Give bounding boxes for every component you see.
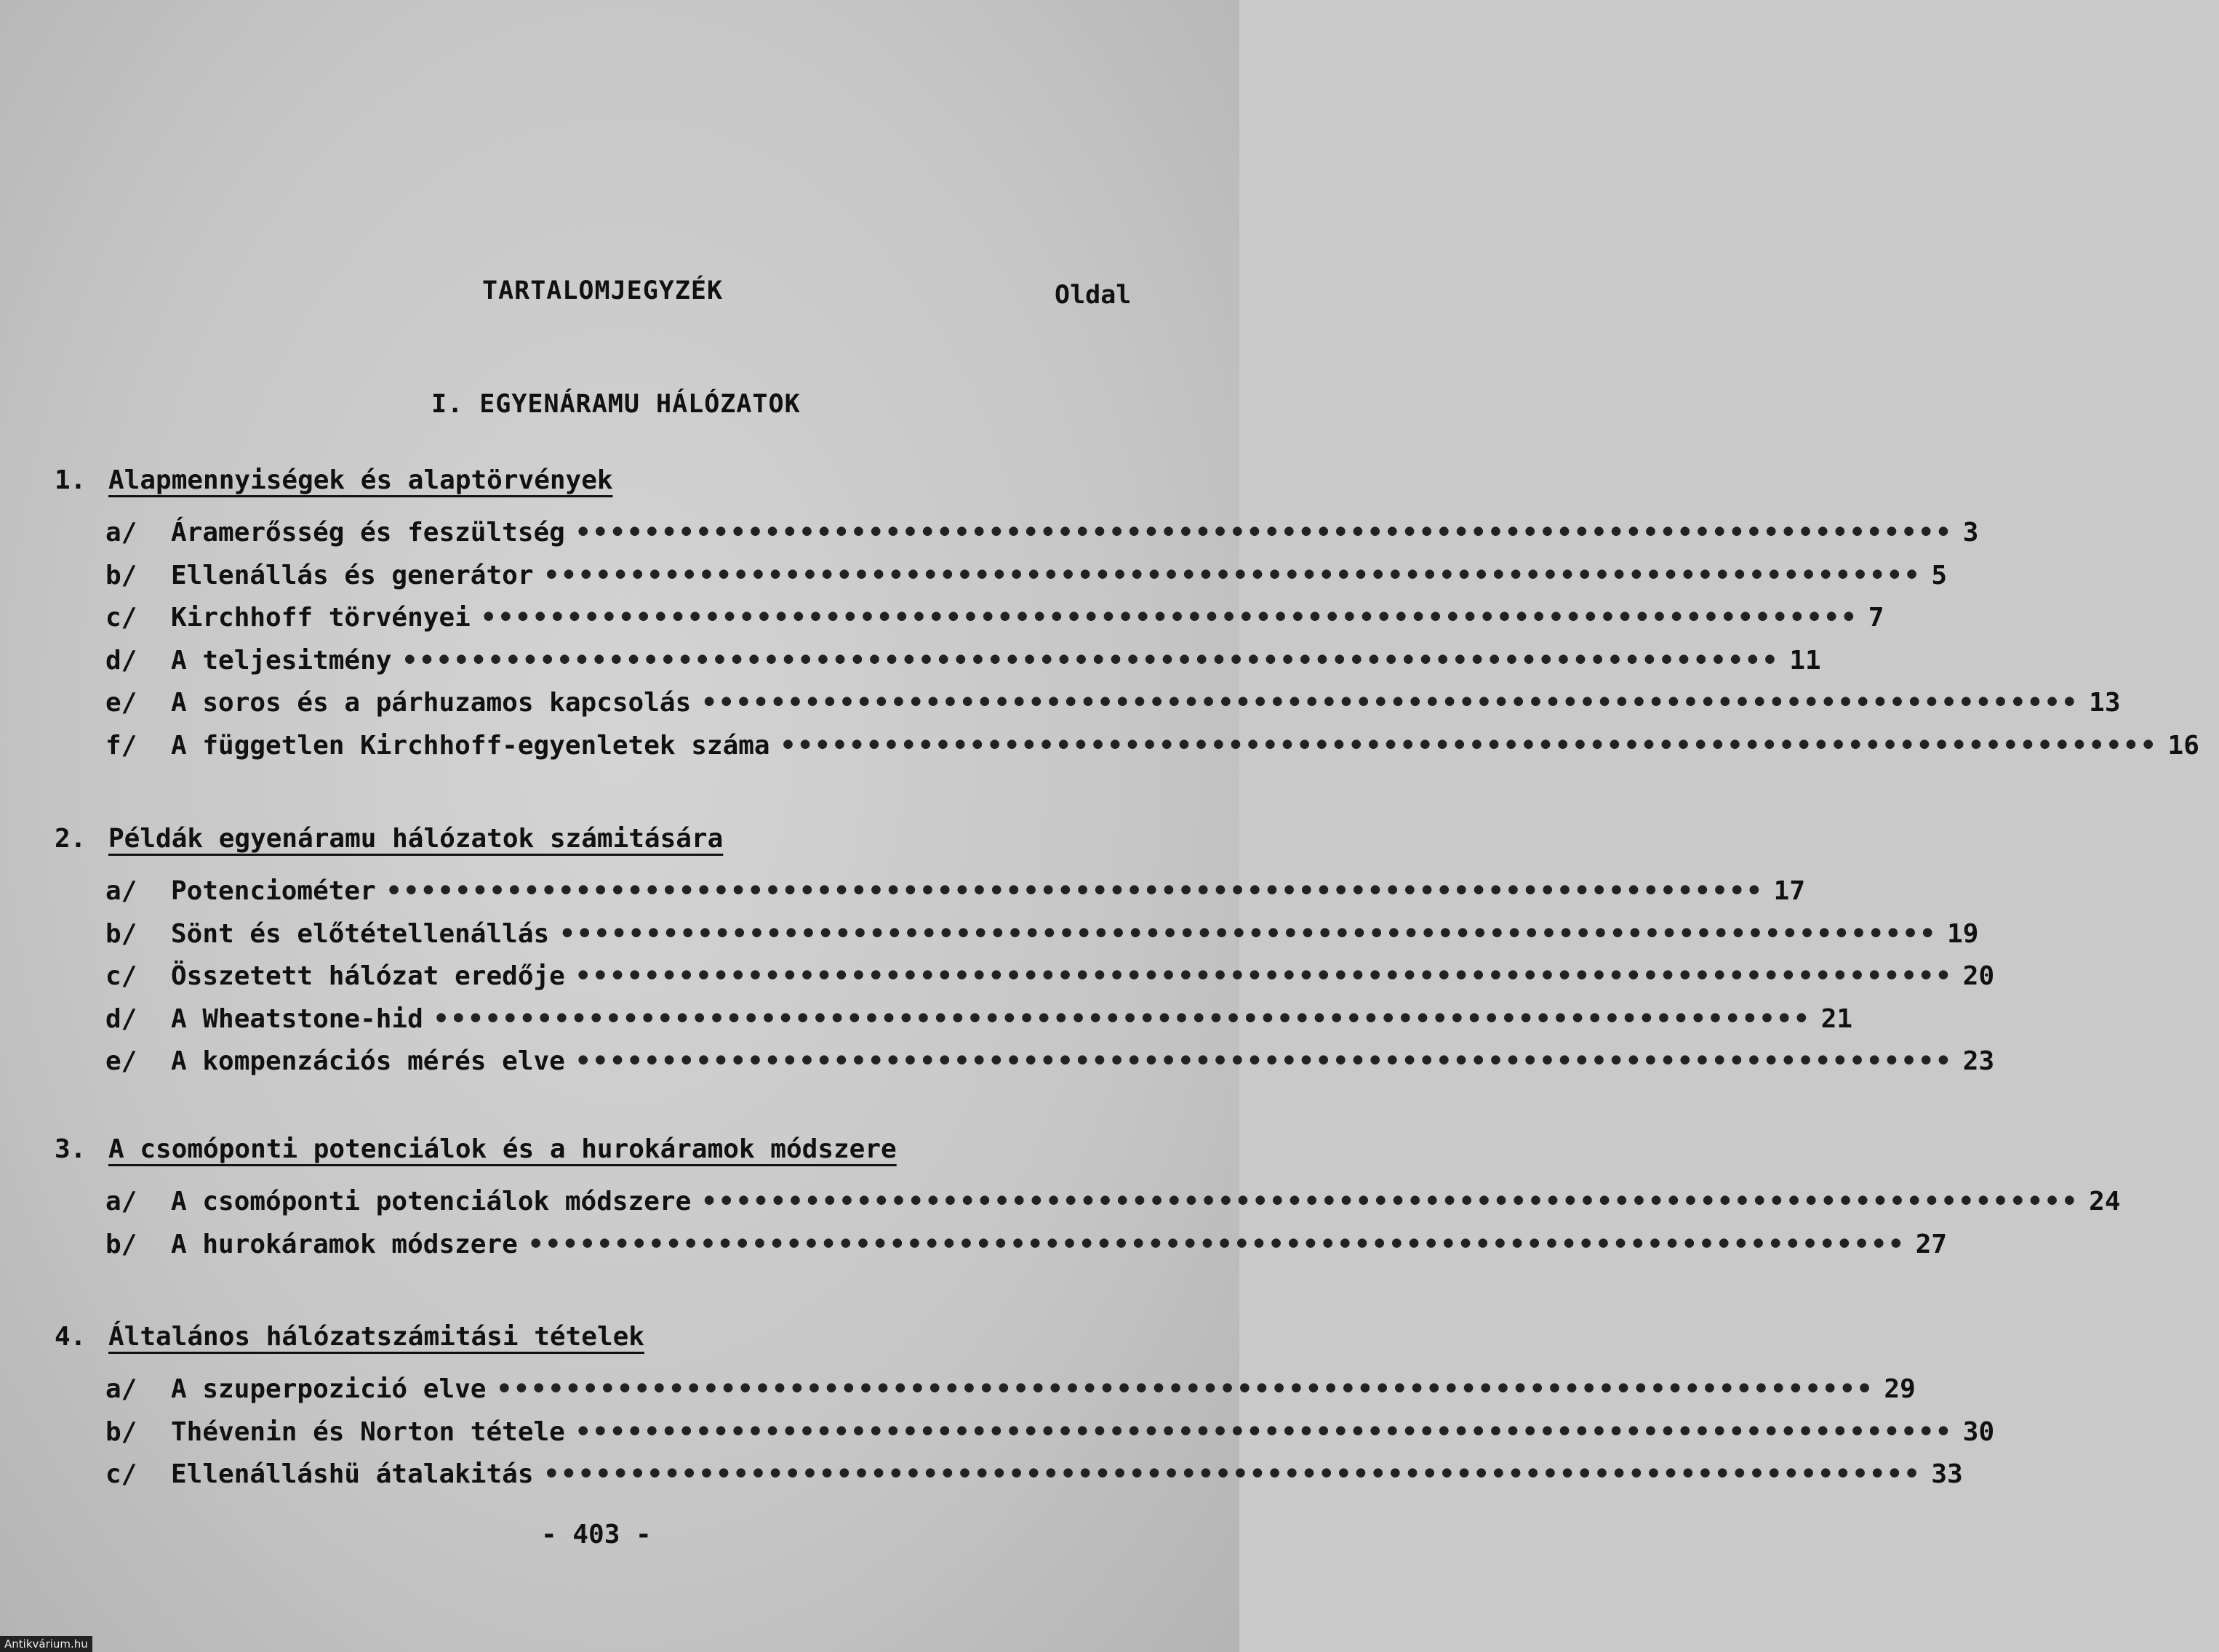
entry-letter: b/ — [105, 918, 137, 949]
section-title: Általános hálózatszámitási tételek — [108, 1322, 644, 1352]
entry-page: 24 — [2089, 1187, 2121, 1216]
entry-letter: a/ — [105, 1187, 137, 1216]
toc-entry — [55, 560, 1948, 604]
entry-letter: e/ — [105, 1046, 137, 1077]
dot-leader: •••••••••••••••••••••••••••••••••••••••••••••••••••••••••••••••••••••••••••••••• — [401, 645, 1780, 675]
watermark-label: Antikvárium.hu — [0, 1636, 92, 1652]
entry-letter: c/ — [105, 603, 137, 633]
dot-leader: •••••••••••••••••••••••••••••••••••••••••••••••••••••••••••••••••••••••••••••••• — [575, 1046, 1953, 1077]
dot-leader: •••••••••••••••••••••••••••••••••••••••••••••••••••••••••••••••••••••••••••••••• — [780, 730, 2158, 761]
entry-title: Ellenálláshü átalakitás — [171, 1459, 534, 1490]
entry-page: 17 — [1773, 876, 1806, 906]
entry-page: 20 — [1962, 961, 1995, 992]
toc-entry — [55, 1374, 1916, 1417]
section-title: Példák egyenáramu hálózatok számitására — [108, 824, 724, 854]
entry-title: Ellenállás és generátor — [171, 560, 534, 590]
toc-title: TARTALOMJEGYZÉK — [482, 276, 724, 305]
entry-page: 30 — [1962, 1416, 1995, 1447]
part-title: I. EGYENÁRAMU HÁLÓZATOK — [431, 390, 801, 419]
entry-title: A soros és a párhuzamos kapcsolás — [171, 688, 692, 718]
entry-letter: a/ — [105, 518, 137, 548]
entry-title: A hurokáramok módszere — [171, 1229, 518, 1259]
entry-letter: e/ — [105, 688, 137, 718]
entry-title: Áramerősség és feszültség — [171, 518, 565, 548]
section-entries — [55, 1374, 1995, 1502]
dot-leader: •••••••••••••••••••••••••••••••••••••••••••••••••••••••••••••••••••••••••••••••• — [575, 961, 1953, 992]
dot-leader: •••••••••••••••••••••••••••••••••••••••••••••••••••••••••••••••••••••••••••••••• — [543, 1459, 1922, 1490]
entry-page: 3 — [1962, 518, 1979, 548]
section-title: A csomóponti potenciálok és a hurokáramok módszere — [108, 1134, 897, 1164]
toc-entry — [55, 1003, 1853, 1047]
entry-title: A Wheatstone-hid — [171, 1003, 423, 1034]
section-number: 4. — [55, 1322, 87, 1352]
entry-page: 13 — [2089, 688, 2121, 718]
section-entries — [55, 1187, 2121, 1272]
toc-entry — [55, 1046, 1995, 1089]
entry-letter: d/ — [105, 1003, 137, 1034]
entry-title: A kompenzációs mérés elve — [171, 1046, 565, 1077]
toc-entry — [55, 518, 1979, 561]
entry-title: A csomóponti potenciálok módszere — [171, 1187, 692, 1216]
toc-entry — [55, 961, 1995, 1004]
entry-page: 23 — [1962, 1046, 1995, 1077]
dot-leader: •••••••••••••••••••••••••••••••••••••••••••••••••••••••••••••••••••••••••••••••• — [701, 1187, 2079, 1216]
entry-page: 29 — [1884, 1374, 1916, 1404]
toc-entry — [55, 1187, 2121, 1230]
section-entries — [55, 518, 2199, 774]
entry-letter: c/ — [105, 961, 137, 992]
dot-leader: •••••••••••••••••••••••••••••••••••••••••••••••••••••••••••••••••••••••••••••••• — [559, 918, 1938, 949]
entry-page: 7 — [1868, 603, 1884, 633]
entry-letter: a/ — [105, 1374, 137, 1404]
entry-letter: c/ — [105, 1459, 137, 1490]
entry-letter: a/ — [105, 876, 137, 906]
entry-page: 27 — [1915, 1229, 1948, 1259]
page-column-label: Oldal — [1055, 281, 1132, 310]
section-number: 2. — [55, 824, 87, 854]
entry-letter: b/ — [105, 560, 137, 590]
dot-leader: •••••••••••••••••••••••••••••••••••••••••••••••••••••••••••••••••••••••••••••••• — [496, 1374, 1874, 1404]
toc-entry — [55, 1459, 1963, 1502]
entry-page: 5 — [1931, 560, 1948, 590]
entry-title: Potenciométer — [171, 876, 376, 906]
dot-leader: •••••••••••••••••••••••••••••••••••••••••••••••••••••••••••••••••••••••••••••••• — [543, 560, 1922, 590]
toc-entry — [55, 918, 1979, 962]
entry-page: 11 — [1789, 645, 1821, 675]
section-heading — [55, 1134, 1116, 1178]
entry-letter: b/ — [105, 1416, 137, 1447]
dot-leader: •••••••••••••••••••••••••••••••••••••••••••••••••••••••••••••••••••••••••••••••• — [433, 1003, 1811, 1034]
dot-leader: •••••••••••••••••••••••••••••••••••••••••••••••••••••••••••••••••••••••••••••••• — [575, 1416, 1953, 1447]
entry-title: Összetett hálózat eredője — [171, 961, 565, 992]
dot-leader: •••••••••••••••••••••••••••••••••••••••••••••••••••••••••••••••••••••••••••••••• — [385, 876, 1764, 906]
section-heading — [55, 465, 1116, 509]
section-title: Alapmennyiségek és alaptörvények — [108, 465, 613, 495]
entry-page: 19 — [1947, 918, 1979, 949]
section-4 — [55, 1322, 1995, 1502]
entry-page: 21 — [1820, 1003, 1853, 1034]
section-number: 3. — [55, 1134, 87, 1164]
toc-entry — [55, 876, 1806, 919]
section-1 — [55, 465, 2199, 774]
toc-entry — [55, 1229, 1948, 1272]
entry-title: Kirchhoff törvényei — [171, 603, 471, 633]
dot-leader: •••••••••••••••••••••••••••••••••••••••••••••••••••••••••••••••••••••••••••••••• — [480, 603, 1858, 633]
section-heading — [55, 824, 1116, 867]
toc-entry — [55, 603, 1884, 646]
toc-entry — [55, 688, 2121, 731]
toc-entry — [55, 645, 1821, 689]
entry-letter: b/ — [105, 1229, 137, 1259]
entry-title: Sönt és előtétellenállás — [171, 918, 550, 949]
dot-leader: •••••••••••••••••••••••••••••••••••••••••••••••••••••••••••••••••••••••••••••••• — [701, 688, 2079, 718]
section-entries — [55, 876, 1995, 1089]
entry-title: Thévenin és Norton tétele — [171, 1416, 565, 1447]
section-heading — [55, 1322, 1116, 1366]
entry-letter: f/ — [105, 730, 137, 761]
entry-letter: d/ — [105, 645, 137, 675]
section-3 — [55, 1134, 2121, 1272]
dot-leader: •••••••••••••••••••••••••••••••••••••••••••••••••••••••••••••••••••••••••••••••• — [575, 518, 1953, 548]
toc-entry — [55, 1416, 1995, 1460]
section-2 — [55, 824, 1995, 1089]
entry-title: A szuperpozició elve — [171, 1374, 487, 1404]
section-number: 1. — [55, 465, 87, 495]
toc-entry — [55, 730, 2199, 774]
entry-title: A független Kirchhoff-egyenletek száma — [171, 730, 770, 761]
entry-page: 33 — [1931, 1459, 1963, 1490]
page-number: - 403 - — [541, 1520, 652, 1549]
dot-leader: •••••••••••••••••••••••••••••••••••••••••••••••••••••••••••••••••••••••••••••••• — [527, 1229, 1906, 1259]
entry-title: A teljesitmény — [171, 645, 392, 675]
entry-page: 16 — [2167, 730, 2199, 761]
